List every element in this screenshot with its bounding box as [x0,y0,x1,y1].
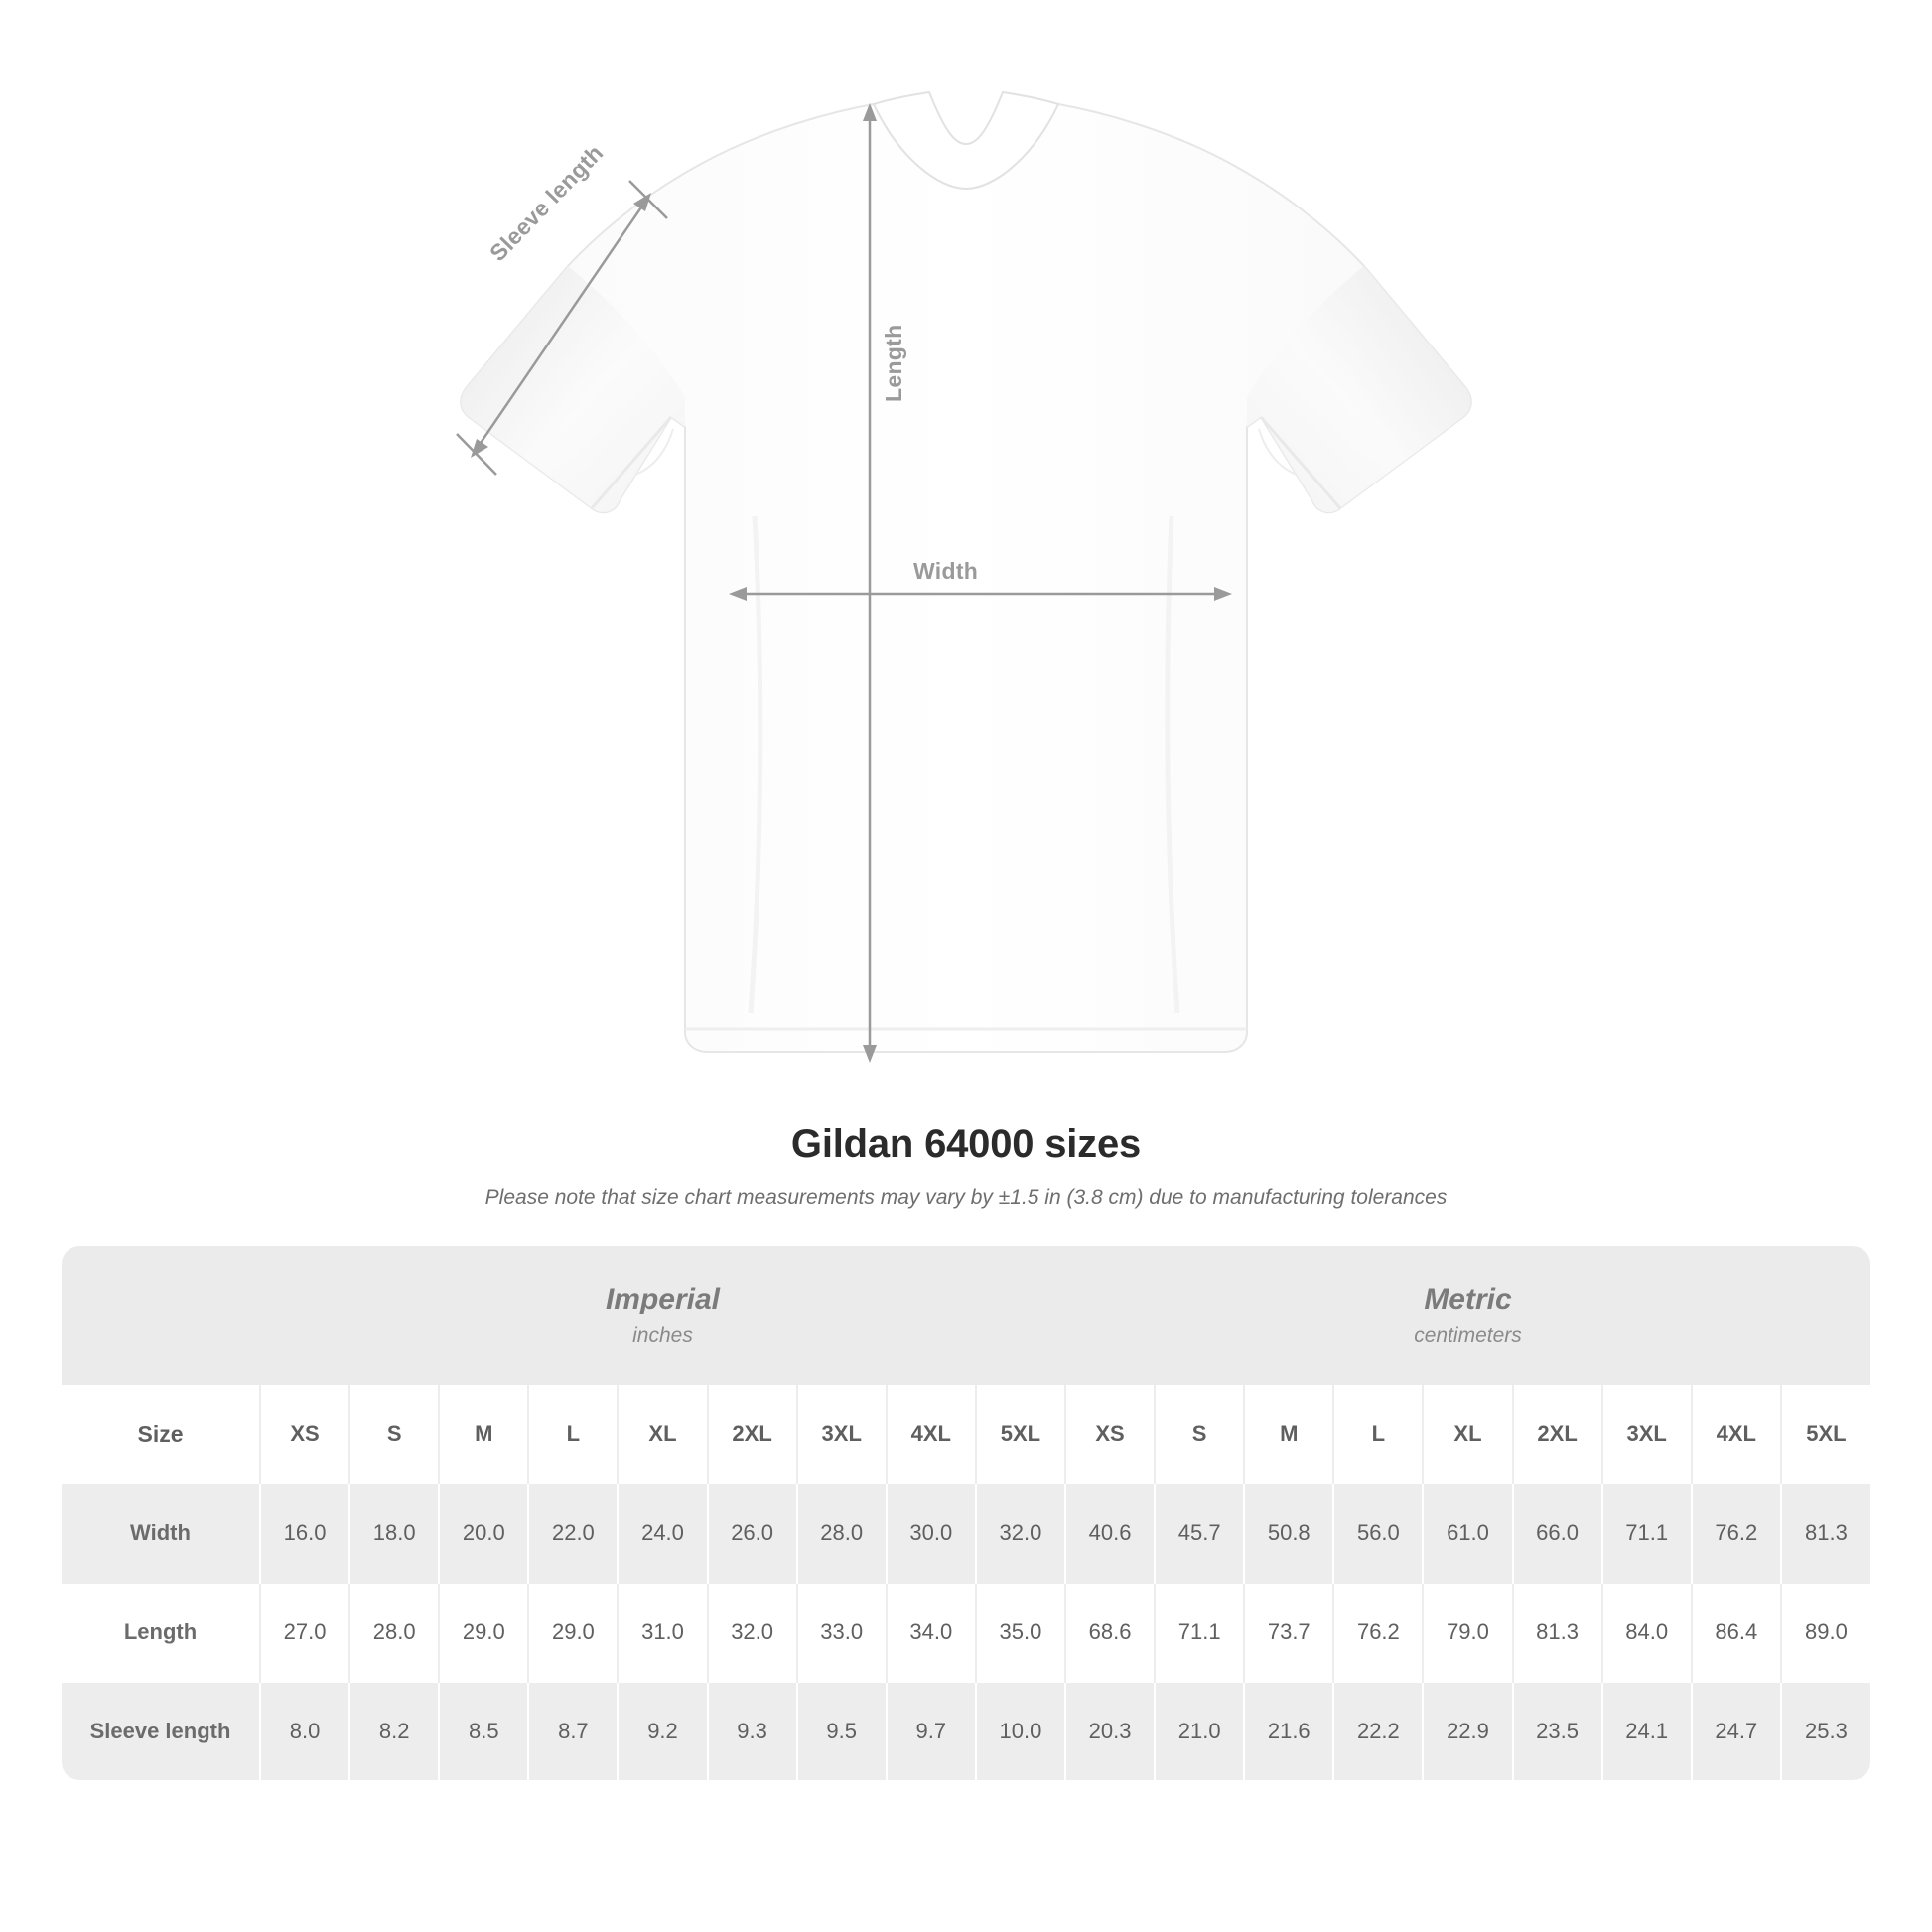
size-header-imperial-4xl: 4XL [887,1385,976,1483]
cell-sleeve-metric-4xl: 24.7 [1692,1682,1781,1780]
cell-length-metric-m: 73.7 [1244,1583,1333,1682]
size-header-metric-l: L [1333,1385,1423,1483]
title-block [0,1122,1932,1210]
size-header-imperial-m: M [439,1385,528,1483]
cell-width-metric-3xl: 71.1 [1602,1483,1692,1583]
size-header-metric-xl: XL [1423,1385,1512,1483]
cell-sleeve-imperial-s: 8.2 [349,1682,439,1780]
cell-sleeve-imperial-m: 8.5 [439,1682,528,1780]
cell-sleeve-imperial-2xl: 9.3 [708,1682,797,1780]
cell-width-imperial-xl: 24.0 [618,1483,707,1583]
size-header-metric-5xl: 5XL [1781,1385,1870,1483]
sleeve-length-label: Sleeve length [484,139,609,267]
unit-header-metric [1065,1246,1870,1385]
cell-width-imperial-2xl: 26.0 [708,1483,797,1583]
cell-sleeve-metric-m: 21.6 [1244,1682,1333,1780]
cell-width-imperial-4xl: 30.0 [887,1483,976,1583]
cell-sleeve-imperial-4xl: 9.7 [887,1682,976,1780]
table-row [62,1583,1870,1682]
width-label: Width [913,558,979,584]
cell-length-metric-3xl: 84.0 [1602,1583,1692,1682]
unit-header-row [62,1246,1870,1385]
size-header-imperial-5xl: 5XL [976,1385,1065,1483]
size-table-container [62,1246,1870,1780]
cell-length-imperial-3xl: 33.0 [797,1583,887,1682]
cell-width-imperial-xs: 16.0 [260,1483,349,1583]
row-label-width: Width [62,1483,260,1583]
unit-header-imperial [260,1246,1065,1385]
cell-width-metric-5xl: 81.3 [1781,1483,1870,1583]
cell-sleeve-imperial-xs: 8.0 [260,1682,349,1780]
cell-width-metric-xs: 40.6 [1065,1483,1155,1583]
cell-width-metric-4xl: 76.2 [1692,1483,1781,1583]
unit-header-spacer [62,1246,260,1385]
size-header-label: Size [62,1385,260,1483]
unit-metric-sub: centimeters [1414,1324,1522,1347]
size-header-imperial-3xl: 3XL [797,1385,887,1483]
cell-length-metric-4xl: 86.4 [1692,1583,1781,1682]
size-table [62,1246,1870,1780]
length-label: Length [881,324,906,402]
size-header-metric-3xl: 3XL [1602,1385,1692,1483]
cell-length-imperial-l: 29.0 [528,1583,618,1682]
page-title: Gildan 64000 sizes [790,1122,1142,1166]
cell-length-imperial-m: 29.0 [439,1583,528,1682]
cell-length-metric-s: 71.1 [1155,1583,1244,1682]
cell-width-imperial-s: 18.0 [349,1483,439,1583]
size-header-metric-2xl: 2XL [1513,1385,1602,1483]
cell-sleeve-metric-xl: 22.9 [1423,1682,1512,1780]
cell-sleeve-metric-xs: 20.3 [1065,1682,1155,1780]
unit-metric-name: Metric [1424,1283,1512,1315]
unit-imperial-name: Imperial [605,1283,721,1315]
size-header-metric-4xl: 4XL [1692,1385,1781,1483]
unit-imperial-sub: inches [632,1324,693,1347]
size-header-metric-m: M [1244,1385,1333,1483]
table-row [62,1483,1870,1583]
row-label-sleeve-length: Sleeve length [62,1682,260,1780]
cell-length-imperial-4xl: 34.0 [887,1583,976,1682]
cell-length-metric-l: 76.2 [1333,1583,1423,1682]
size-header-imperial-l: L [528,1385,618,1483]
cell-length-metric-2xl: 81.3 [1513,1583,1602,1682]
cell-width-metric-xl: 61.0 [1423,1483,1512,1583]
cell-length-imperial-s: 28.0 [349,1583,439,1682]
size-header-metric-xs: XS [1065,1385,1155,1483]
cell-length-metric-5xl: 89.0 [1781,1583,1870,1682]
tolerance-note: Please note that size chart measurements may vary by ±1.5 in (3.8 cm) due to manufacturing tolerances [484,1186,1448,1209]
table-row [62,1682,1870,1780]
cell-sleeve-metric-2xl: 23.5 [1513,1682,1602,1780]
size-header-imperial-xs: XS [260,1385,349,1483]
cell-length-imperial-xl: 31.0 [618,1583,707,1682]
cell-width-imperial-m: 20.0 [439,1483,528,1583]
cell-length-imperial-5xl: 35.0 [976,1583,1065,1682]
cell-length-metric-xs: 68.6 [1065,1583,1155,1682]
size-header-imperial-2xl: 2XL [708,1385,797,1483]
cell-width-metric-2xl: 66.0 [1513,1483,1602,1583]
row-label-length: Length [62,1583,260,1682]
cell-sleeve-metric-3xl: 24.1 [1602,1682,1692,1780]
size-header-imperial-xl: XL [618,1385,707,1483]
cell-width-metric-s: 45.7 [1155,1483,1244,1583]
cell-sleeve-metric-l: 22.2 [1333,1682,1423,1780]
cell-sleeve-imperial-l: 8.7 [528,1682,618,1780]
size-header-metric-s: S [1155,1385,1244,1483]
cell-width-metric-m: 50.8 [1244,1483,1333,1583]
size-header-imperial-s: S [349,1385,439,1483]
cell-width-imperial-5xl: 32.0 [976,1483,1065,1583]
cell-length-metric-xl: 79.0 [1423,1583,1512,1682]
cell-sleeve-imperial-xl: 9.2 [618,1682,707,1780]
cell-width-metric-l: 56.0 [1333,1483,1423,1583]
cell-width-imperial-3xl: 28.0 [797,1483,887,1583]
cell-sleeve-imperial-5xl: 10.0 [976,1682,1065,1780]
cell-sleeve-imperial-3xl: 9.5 [797,1682,887,1780]
cell-length-imperial-xs: 27.0 [260,1583,349,1682]
cell-sleeve-metric-s: 21.0 [1155,1682,1244,1780]
cell-width-imperial-l: 22.0 [528,1483,618,1583]
cell-sleeve-metric-5xl: 25.3 [1781,1682,1870,1780]
cell-length-imperial-2xl: 32.0 [708,1583,797,1682]
size-header-row [62,1385,1870,1483]
